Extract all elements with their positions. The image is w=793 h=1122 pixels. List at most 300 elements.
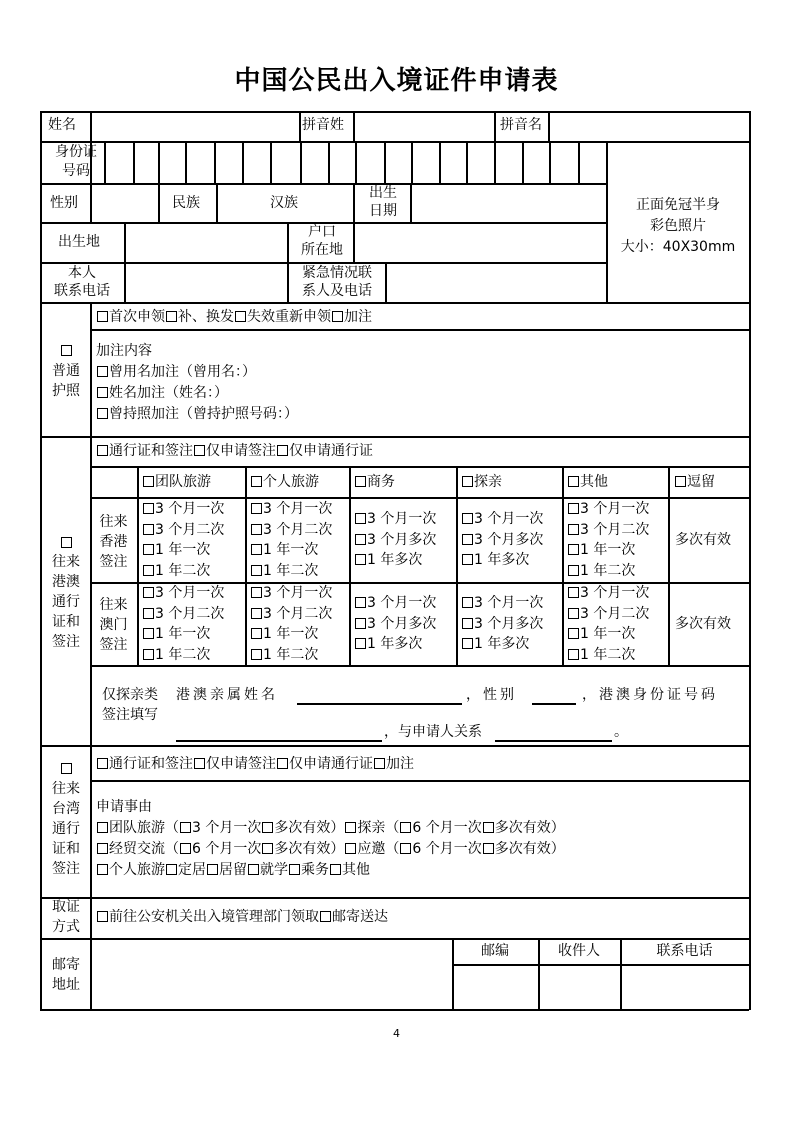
reason-line-1-text: 多次有效） (494, 820, 565, 836)
hk-macau-section-label-line: 港澳 (52, 574, 80, 590)
hk-visa-option-label: 1 年二次 (155, 562, 211, 579)
checkbox[interactable] (330, 864, 341, 875)
table-vline (494, 111, 496, 141)
visa-type-option[interactable] (567, 472, 608, 493)
section-label-divider (90, 745, 92, 897)
checkbox[interactable] (97, 843, 108, 854)
macau-visa-label-line: 澳门 (99, 617, 128, 633)
visa-type-option-label: 其他 (580, 474, 608, 490)
checkbox[interactable] (568, 587, 579, 598)
id-digit-box (133, 141, 135, 183)
visa-type-option-label: 商务 (367, 474, 395, 490)
checkbox[interactable] (251, 524, 262, 535)
emergency-contact-label-line: 紧急情况联 (302, 265, 372, 281)
mail-address-label-line: 邮寄 (52, 957, 80, 973)
checkbox[interactable] (568, 565, 579, 576)
checkbox[interactable] (143, 524, 154, 535)
visa-type-option[interactable] (674, 472, 715, 493)
reason-line-1-text: 团队旅游（ (109, 820, 179, 836)
id-digit-box (158, 141, 160, 183)
reason-line-3 (96, 860, 370, 881)
ethnicity-value: 汉族 (270, 195, 298, 211)
checkbox[interactable] (462, 476, 473, 487)
checkbox[interactable] (251, 476, 262, 487)
id-digit-box (522, 141, 524, 183)
macau-visa-label-line: 签注 (99, 637, 128, 653)
birth-date-label-line: 日期 (369, 203, 397, 219)
checkbox[interactable] (251, 565, 262, 576)
hk-visa-label-line: 签注 (99, 554, 128, 570)
reason-line-3-text: 乘务 (301, 862, 329, 878)
id-digit-box (355, 141, 357, 183)
reason-line-2 (96, 839, 565, 860)
id-digit-box (494, 141, 496, 183)
name-label: 姓名 (48, 117, 76, 133)
relative-name-underline (297, 703, 462, 705)
hk-visa-option-label: 3 个月多次 (474, 531, 544, 548)
table-vline (299, 111, 301, 141)
checkbox[interactable] (568, 503, 579, 514)
table-left-border (40, 111, 42, 1010)
checkbox[interactable] (97, 445, 108, 456)
macau-visa-option[interactable] (250, 604, 332, 625)
section-divider (40, 436, 749, 438)
checkbox[interactable] (143, 544, 154, 555)
id-digit-box (214, 141, 216, 183)
taiwan-section-label-line: 台湾 (52, 801, 80, 817)
checkbox[interactable] (462, 513, 473, 524)
checkbox[interactable] (400, 843, 411, 854)
hk-visa-option[interactable] (567, 520, 649, 541)
phone-label-line: 联系电话 (54, 283, 110, 299)
photo-instruction-line: 大小：40X30mm (620, 239, 736, 255)
checkbox[interactable] (355, 638, 366, 649)
hk-visa-option[interactable] (461, 550, 529, 571)
checkbox[interactable] (568, 544, 579, 555)
reason-line-2-text: 应邀（ (357, 841, 400, 857)
visa-type-option-label: 探亲 (474, 474, 502, 490)
hk-visa-option-label: 3 个月一次 (580, 501, 650, 517)
macau-visa-option[interactable] (461, 634, 529, 655)
table-vline (158, 183, 160, 222)
id-digit-box (328, 141, 330, 183)
table-vline (90, 183, 92, 222)
hk-visa-option-label: 1 年一次 (155, 542, 211, 558)
table-vline (562, 466, 564, 665)
checkbox[interactable] (97, 311, 108, 322)
checkbox[interactable] (143, 476, 154, 487)
macau-visa-option-label: 1 年多次 (474, 636, 530, 652)
checkbox[interactable] (97, 864, 108, 875)
visa-type-option[interactable] (142, 472, 211, 493)
macau-visa-option[interactable] (567, 624, 635, 645)
visa-type-option[interactable] (461, 472, 502, 493)
reason-line-1-text: 3 个月一次 (192, 820, 262, 836)
hk-macau-section-checkbox[interactable] (61, 537, 72, 548)
checkbox[interactable] (194, 758, 205, 769)
hk-macau-options-option: 仅申请通行证 (289, 443, 373, 459)
checkbox[interactable] (345, 843, 356, 854)
hk-macau-options (96, 441, 373, 462)
checkbox[interactable] (568, 476, 579, 487)
checkbox[interactable] (166, 311, 177, 322)
hukou-label-line: 户口 (308, 224, 336, 240)
checkbox[interactable] (235, 311, 246, 322)
checkbox[interactable] (568, 608, 579, 619)
checkbox[interactable] (262, 843, 273, 854)
table-vline (349, 466, 351, 665)
table-vline (216, 183, 218, 222)
checkbox[interactable] (355, 513, 366, 524)
endorse-option-label: 姓名加注（姓名：） (109, 385, 228, 401)
macau-visa-option-label: 1 年多次 (367, 636, 423, 652)
macau-visa-option-label: 1 年一次 (263, 626, 319, 642)
id-digit-box (384, 141, 386, 183)
id-digit-box (466, 141, 468, 183)
visa-type-option[interactable] (250, 472, 319, 493)
checkbox[interactable] (277, 445, 288, 456)
mail-phone-header: 联系电话 (656, 943, 713, 959)
endorse-option-label: 曾持照加注（曾持护照号码：） (109, 406, 298, 422)
relative-name-label: 港澳亲属姓名 (176, 687, 278, 703)
checkbox[interactable] (462, 618, 473, 629)
macau-visa-option[interactable] (567, 645, 635, 666)
id-digit-box (578, 141, 580, 183)
table-top-border (40, 111, 749, 113)
hk-visa-option-label: 3 个月二次 (155, 521, 225, 538)
hk-visa-option-label: 3 个月二次 (263, 521, 333, 538)
id-digit-box (411, 141, 413, 183)
taiwan-options-option: 仅申请签注 (206, 756, 276, 772)
hk-visa-option-label: 1 年二次 (263, 562, 319, 579)
reason-line-2-text: 多次有效） (274, 841, 345, 857)
mail-address-label-line: 地址 (52, 977, 80, 993)
checkbox[interactable] (400, 822, 411, 833)
hk-visa-option[interactable] (567, 499, 649, 520)
checkbox[interactable] (97, 822, 108, 833)
id-digit-box (185, 141, 187, 183)
checkbox[interactable] (97, 758, 108, 769)
recipient-header: 收件人 (558, 943, 600, 959)
checkbox[interactable] (462, 638, 473, 649)
checkbox[interactable] (97, 408, 108, 419)
macau-visa-option[interactable] (354, 614, 436, 635)
hk-visa-option[interactable] (142, 540, 210, 561)
checkbox[interactable] (345, 822, 356, 833)
macau-visa-option[interactable] (142, 604, 224, 625)
macau-visa-option[interactable] (142, 624, 210, 645)
checkbox[interactable] (277, 758, 288, 769)
id-digit-box (300, 141, 302, 183)
macau-visa-option[interactable] (354, 593, 436, 614)
macau-visa-option-label: 3 个月一次 (580, 585, 650, 601)
checkbox[interactable] (320, 911, 331, 922)
checkbox[interactable] (483, 843, 494, 854)
checkbox[interactable] (143, 628, 154, 639)
reason-line-1-text: 多次有效） (274, 820, 345, 836)
endorse-title: 加注内容 (96, 343, 152, 359)
checkbox[interactable] (462, 554, 473, 565)
checkbox[interactable] (568, 649, 579, 660)
checkbox[interactable] (568, 628, 579, 639)
taiwan-section-label-line: 通行 (52, 821, 80, 837)
table-vline (124, 262, 126, 302)
passport-type-options-option: 补、换发 (178, 309, 234, 325)
phone-label-line: 本人 (68, 265, 96, 281)
relative-relation-label: ，与申请人关系 (384, 724, 482, 740)
table-hline (90, 780, 749, 782)
section-divider (40, 745, 749, 747)
table-vline (245, 466, 247, 665)
macau-visa-option[interactable] (354, 634, 422, 655)
macau-multi-valid-label: 多次有效 (675, 616, 731, 632)
taiwan-options-option: 仅申请通行证 (289, 756, 373, 772)
checkbox[interactable] (332, 311, 343, 322)
checkbox[interactable] (675, 476, 686, 487)
checkbox[interactable] (355, 534, 366, 545)
hk-visa-option[interactable] (250, 499, 332, 520)
macau-visa-option-label: 3 个月二次 (263, 605, 333, 622)
hk-visa-option[interactable] (354, 530, 436, 551)
hk-macau-options-option: 仅申请签注 (206, 443, 276, 459)
taiwan-section-label-line: 证和 (52, 841, 80, 857)
macau-visa-option[interactable] (461, 614, 543, 635)
hk-visa-option[interactable] (142, 499, 224, 520)
checkbox[interactable] (462, 534, 473, 545)
table-vline (456, 466, 458, 665)
hk-visa-option-label: 3 个月一次 (367, 511, 437, 527)
checkbox[interactable] (143, 608, 154, 619)
checkbox[interactable] (251, 608, 262, 619)
birth-date-label-line: 出生 (369, 185, 397, 201)
passport-section-label-line: 护照 (52, 383, 80, 399)
checkbox[interactable] (355, 618, 366, 629)
endorse-option[interactable] (96, 404, 298, 425)
checkbox[interactable] (462, 597, 473, 608)
table-hline (40, 302, 749, 304)
passport-type-options (96, 307, 372, 328)
checkbox[interactable] (251, 649, 262, 660)
table-bottom-border (40, 1009, 749, 1011)
passport-type-options-option: 失效重新申领 (247, 309, 331, 325)
macau-visa-option[interactable] (461, 593, 543, 614)
macau-visa-option-label: 1 年二次 (580, 646, 636, 663)
reason-line-2-text: 经贸交流（ (109, 841, 179, 857)
hk-visa-option-label: 3 个月一次 (474, 511, 544, 527)
pinyin-surname-label: 拼音姓 (302, 117, 344, 133)
macau-visa-option-label: 3 个月二次 (155, 605, 225, 622)
hk-visa-option-label: 1 年多次 (474, 552, 530, 568)
table-vline (90, 938, 92, 1010)
taiwan-section-checkbox[interactable] (61, 763, 72, 774)
hk-macau-section-label-line: 签注 (52, 634, 80, 650)
table-right-border (749, 111, 751, 1010)
section-label-divider (90, 302, 92, 436)
checkbox[interactable] (97, 366, 108, 377)
macau-visa-option[interactable] (567, 583, 649, 604)
table-vline (668, 466, 670, 665)
hk-visa-option[interactable] (250, 561, 318, 582)
reason-line-1-text: 探亲（ (357, 820, 400, 836)
checkbox[interactable] (483, 822, 494, 833)
hk-visa-option[interactable] (142, 561, 210, 582)
checkbox[interactable] (180, 822, 191, 833)
reason-line-1 (96, 818, 565, 839)
checkbox[interactable] (180, 843, 191, 854)
visa-type-option-label: 团队旅游 (155, 474, 211, 490)
reason-line-3-text: 其他 (342, 862, 370, 878)
reason-line-2-text: 多次有效） (494, 841, 565, 857)
macau-visa-option-label: 3 个月一次 (263, 585, 333, 601)
table-vline (124, 222, 126, 262)
hk-visa-option-label: 1 年一次 (263, 542, 319, 558)
passport-type-options-option: 首次申领 (109, 309, 165, 325)
visa-type-option-label: 个人旅游 (263, 474, 319, 490)
hk-visa-option-label: 1 年一次 (580, 542, 636, 558)
hk-visa-option-label: 1 年多次 (367, 552, 423, 568)
macau-visa-option[interactable] (250, 624, 318, 645)
table-vline (287, 262, 289, 302)
table-hline (40, 183, 606, 185)
hk-visa-label-line: 香港 (99, 534, 128, 550)
section-divider (40, 897, 749, 899)
macau-visa-option[interactable] (142, 645, 210, 666)
id-digit-box (270, 141, 272, 183)
checkbox[interactable] (143, 503, 154, 514)
hk-visa-label-line: 往来 (99, 514, 128, 530)
table-vline (410, 183, 412, 222)
page-number: 4 (393, 1027, 400, 1040)
hk-macau-section-label-line: 通行 (52, 594, 80, 610)
checkbox[interactable] (207, 864, 218, 875)
reason-line-2-text: 6 个月一次 (412, 841, 482, 857)
macau-visa-label-line: 往来 (99, 597, 128, 613)
macau-visa-option-label: 3 个月一次 (155, 585, 225, 601)
table-hline (90, 329, 749, 331)
checkbox[interactable] (262, 822, 273, 833)
hk-macau-section-label-line: 往来 (52, 554, 80, 570)
form-title: 中国公民出入境证件申请表 (234, 66, 559, 96)
checkbox[interactable] (374, 758, 385, 769)
hk-visa-option[interactable] (250, 520, 332, 541)
checkbox[interactable] (251, 544, 262, 555)
hk-visa-option-label: 3 个月一次 (263, 501, 333, 517)
section-divider (40, 938, 749, 940)
visa-type-option-label: 逗留 (687, 474, 715, 490)
checkbox[interactable] (143, 587, 154, 598)
hk-visa-option-label: 1 年二次 (580, 562, 636, 579)
relative-gender-underline (532, 703, 576, 705)
macau-visa-option-label: 3 个月多次 (367, 615, 437, 632)
checkbox[interactable] (194, 445, 205, 456)
visa-type-option[interactable] (354, 472, 395, 493)
macau-visa-option-label: 1 年二次 (155, 646, 211, 663)
postcode-header: 邮编 (481, 943, 509, 959)
checkbox[interactable] (568, 524, 579, 535)
hk-visa-option[interactable] (567, 561, 635, 582)
checkbox[interactable] (143, 649, 154, 660)
checkbox[interactable] (97, 911, 108, 922)
hk-visa-option[interactable] (354, 509, 436, 530)
table-vline (90, 897, 92, 938)
birthplace-label: 出生地 (58, 234, 100, 250)
id-digit-box (549, 141, 551, 183)
reason-line-3-text: 居留 (219, 862, 247, 878)
emergency-contact-label-line: 系人及电话 (302, 283, 372, 299)
checkbox[interactable] (355, 476, 366, 487)
hk-visa-option[interactable] (567, 540, 635, 561)
endorse-option[interactable] (96, 362, 256, 383)
relative-relation-underline (495, 740, 612, 742)
taiwan-options-option: 通行证和签注 (109, 756, 193, 772)
checkbox[interactable] (97, 387, 108, 398)
checkbox[interactable] (355, 554, 366, 565)
hk-macau-section-label-line: 证和 (52, 614, 80, 630)
hk-multi-valid-label: 多次有效 (675, 532, 731, 548)
checkbox[interactable] (143, 565, 154, 576)
hk-visa-option[interactable] (461, 530, 543, 551)
hk-visa-option[interactable] (250, 540, 318, 561)
collect-options-option: 邮寄送达 (332, 909, 388, 925)
hk-visa-option[interactable] (461, 509, 543, 530)
checkbox[interactable] (248, 864, 259, 875)
table-vline (287, 222, 289, 262)
collect-options (96, 907, 388, 928)
hk-macau-options-option: 通行证和签注 (109, 443, 193, 459)
collect-label-line: 方式 (52, 919, 80, 935)
id-digit-box (439, 141, 441, 183)
ethnicity-label: 民族 (172, 195, 200, 211)
hukou-label-line: 所在地 (301, 242, 343, 258)
checkbox[interactable] (251, 628, 262, 639)
checkbox[interactable] (289, 864, 300, 875)
taiwan-options (96, 754, 414, 775)
checkbox[interactable] (251, 503, 262, 514)
hk-visa-option[interactable] (142, 520, 224, 541)
hk-visa-option-label: 3 个月二次 (580, 521, 650, 538)
passport-section-label-line: 普通 (52, 363, 80, 379)
table-vline (548, 111, 550, 141)
checkbox[interactable] (251, 587, 262, 598)
id-digit-box (242, 141, 244, 183)
macau-visa-option[interactable] (567, 604, 649, 625)
macau-visa-option-label: 1 年一次 (580, 626, 636, 642)
macau-visa-option[interactable] (250, 583, 332, 604)
macau-visa-option-label: 3 个月一次 (474, 595, 544, 611)
id-number-label-line: 号码 (62, 163, 90, 179)
checkbox[interactable] (355, 597, 366, 608)
reason-line-3-text: 定居 (178, 862, 206, 878)
relative-id-underline (176, 740, 382, 742)
id-number-label-line: 身份证 (55, 144, 97, 160)
macau-visa-option[interactable] (142, 583, 224, 604)
taiwan-options-option: 加注 (386, 756, 414, 772)
endorse-option[interactable] (96, 383, 228, 404)
reason-line-3-text: 个人旅游 (109, 862, 165, 878)
table-vline (90, 111, 92, 141)
hk-visa-option-label: 3 个月一次 (155, 501, 225, 517)
macau-visa-option-label: 1 年二次 (263, 646, 319, 663)
hk-visa-option[interactable] (354, 550, 422, 571)
relative-gender-label: ，性别 (466, 687, 517, 703)
table-vline (353, 111, 355, 141)
pinyin-given-label: 拼音名 (500, 117, 542, 133)
checkbox[interactable] (166, 864, 177, 875)
passport-section-checkbox[interactable] (61, 345, 72, 356)
reason-title: 申请事由 (96, 799, 152, 815)
table-hline (90, 466, 749, 468)
macau-visa-option[interactable] (250, 645, 318, 666)
